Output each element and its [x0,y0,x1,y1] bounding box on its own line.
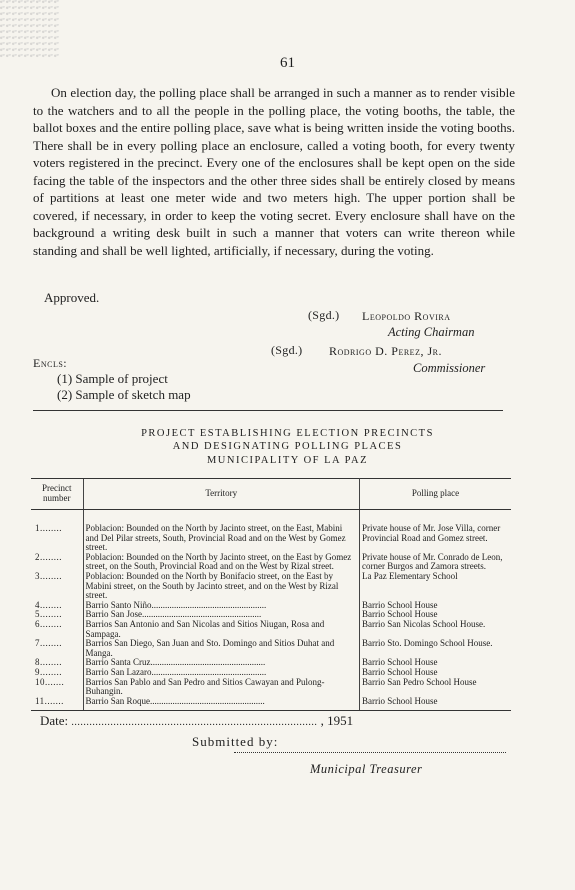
table-row [31,553,511,572]
territory-cell: Poblacion: Bounded on the North by Jacinto street, on the East, Mabini and Del Pilar streets, South, Provincial Road and on the West by Gomez street. [83,510,359,553]
territory-cell: Barrios San Antonio and San Nicolas and Sitios Niugan, Rosa and Sampaga. [83,620,359,639]
date-label: Date: [40,713,69,728]
header-precinct-number: Precinct number [31,479,83,510]
precinct-number: 4........ [35,599,62,610]
enclosures-label: Encls: [33,356,68,370]
polling-place-cell: Barrio San Pedro School House [361,676,477,687]
precinct-number: 8........ [35,657,62,668]
table-row [31,510,511,553]
enclosure-item-2: (2) Sample of sketch map [57,387,191,402]
polling-place-cell: Barrio Sto. Domingo School House. [361,638,493,649]
date-dots: .................................................................................. [71,717,318,728]
territory-cell: Barrios San Diego, San Juan and Sto. Domingo and Sitios Duhat and Manga. [83,639,359,658]
polling-place-cell: Private house of Mr. Jose Villa, corner Provincial Road and Gomez street. [361,523,501,543]
polling-place-cell: Private house of Mr. Conrado de Leon, corner Burgos and Zamora streets. [361,551,503,572]
header-polling-place: Polling place [359,479,511,510]
precinct-table [31,478,511,711]
project-heading-line1: PROJECT ESTABLISHING ELECTION PRECINCTS [141,428,434,439]
table-row [31,620,511,639]
table-row [31,697,511,711]
precinct-number: 5........ [35,609,62,620]
territory-cell: Barrio Santa Cruz................................................... [83,658,359,668]
signatory-title-2: Commissioner [413,361,486,375]
section-divider [33,410,503,411]
precinct-number: 9........ [35,666,62,677]
precinct-number: 11....... [31,697,83,711]
project-heading-line3: MUNICIPALITY OF LA PAZ [206,455,369,466]
table-row [31,678,511,697]
signatory-name-1: Leopoldo Rovira [362,309,451,323]
signatory-title-1: Acting Chairman [388,325,475,339]
table-row [31,572,511,601]
approved-label: Approved. [44,290,100,305]
treasurer-title: Municipal Treasurer [310,762,423,776]
polling-place-cell: Barrio School House [361,666,438,677]
precinct-number: 7........ [35,638,62,649]
polling-place-cell: Barrio School House [361,657,438,668]
territory-cell: Barrio San Jose..................................................... [83,610,359,620]
polling-place-cell: Barrio School House [361,599,438,610]
polling-place-cell: Barrio School House [359,697,511,711]
page-number: 61 [280,55,295,71]
table-row [31,658,511,668]
territory-cell: Barrios San Pablo and San Pedro and Sitios Cawayan and Pulong-Buhangin. [83,678,359,697]
territory-cell: Poblacion: Bounded on the North by Jacinto street, on the East by Gomez street, on the South, Provincial Road and on the West by Rizal street. [83,553,359,572]
precinct-number: 6........ [35,618,62,629]
polling-place-cell: Barrio San Nicolas School House. [361,618,486,629]
polling-place-cell: Barrio School House [361,609,438,620]
date-year: , 1951 [320,713,354,728]
page-corner-speckle [0,0,60,60]
table-row [31,601,511,611]
territory-cell: Barrio San Lazaro................................................... [83,668,359,678]
header-territory: Territory [83,479,359,510]
date-line [40,713,353,729]
enclosure-item-1: (1) Sample of project [57,371,168,386]
signature-sgd-2: (Sgd.) [271,343,303,357]
body-paragraph: On election day, the polling place shall be arranged in such a manner as to render visible to the watchers and to all the people in the polling place, the voting booths, the table, the ballot boxes and the entire polling place, save what is being written inside the voting booths. There shall be in every polling place an enclosure, called a voting booth, for every twenty voters registered in the precinct. Every one of the enclosures shall be kept open on the side facing the table of the inspectors and the other three sides shall be entirely closed by means of partitions at least one meter wide and two meters high. The upper portion shall be covered, if necessary, in order to keep the voting secret. Every enclosure shall have on the background a writing desk built in such a manner that voters can write thereon while standing and shall be well lighted, artificially, if necessary, during the voting. [33,85,515,258]
territory-cell: Barrio San Roque................................................... [83,697,359,711]
signature-sgd-1: (Sgd.) [308,308,340,322]
table-row [31,639,511,658]
polling-place-cell: La Paz Elementary School [361,570,458,581]
territory-cell: Poblacion: Bounded on the North by Bonifacio street, on the East by Mabini street, on the South by Jacinto street, and on the West by Rizal street. [83,572,359,601]
signature-line [234,752,506,753]
submitted-by-label: Submitted by: [192,734,279,749]
signatory-name-2: Rodrigo D. Perez, Jr. [329,344,442,358]
project-heading-line2: AND DESIGNATING POLLING PLACES [172,441,403,452]
precinct-number: 10....... [35,676,65,687]
territory-cell: Barrio Santo Niño................................................... [83,601,359,611]
precinct-number: 2........ [35,551,62,562]
precinct-number: 3........ [35,570,62,581]
precinct-number: 1........ [35,523,62,533]
